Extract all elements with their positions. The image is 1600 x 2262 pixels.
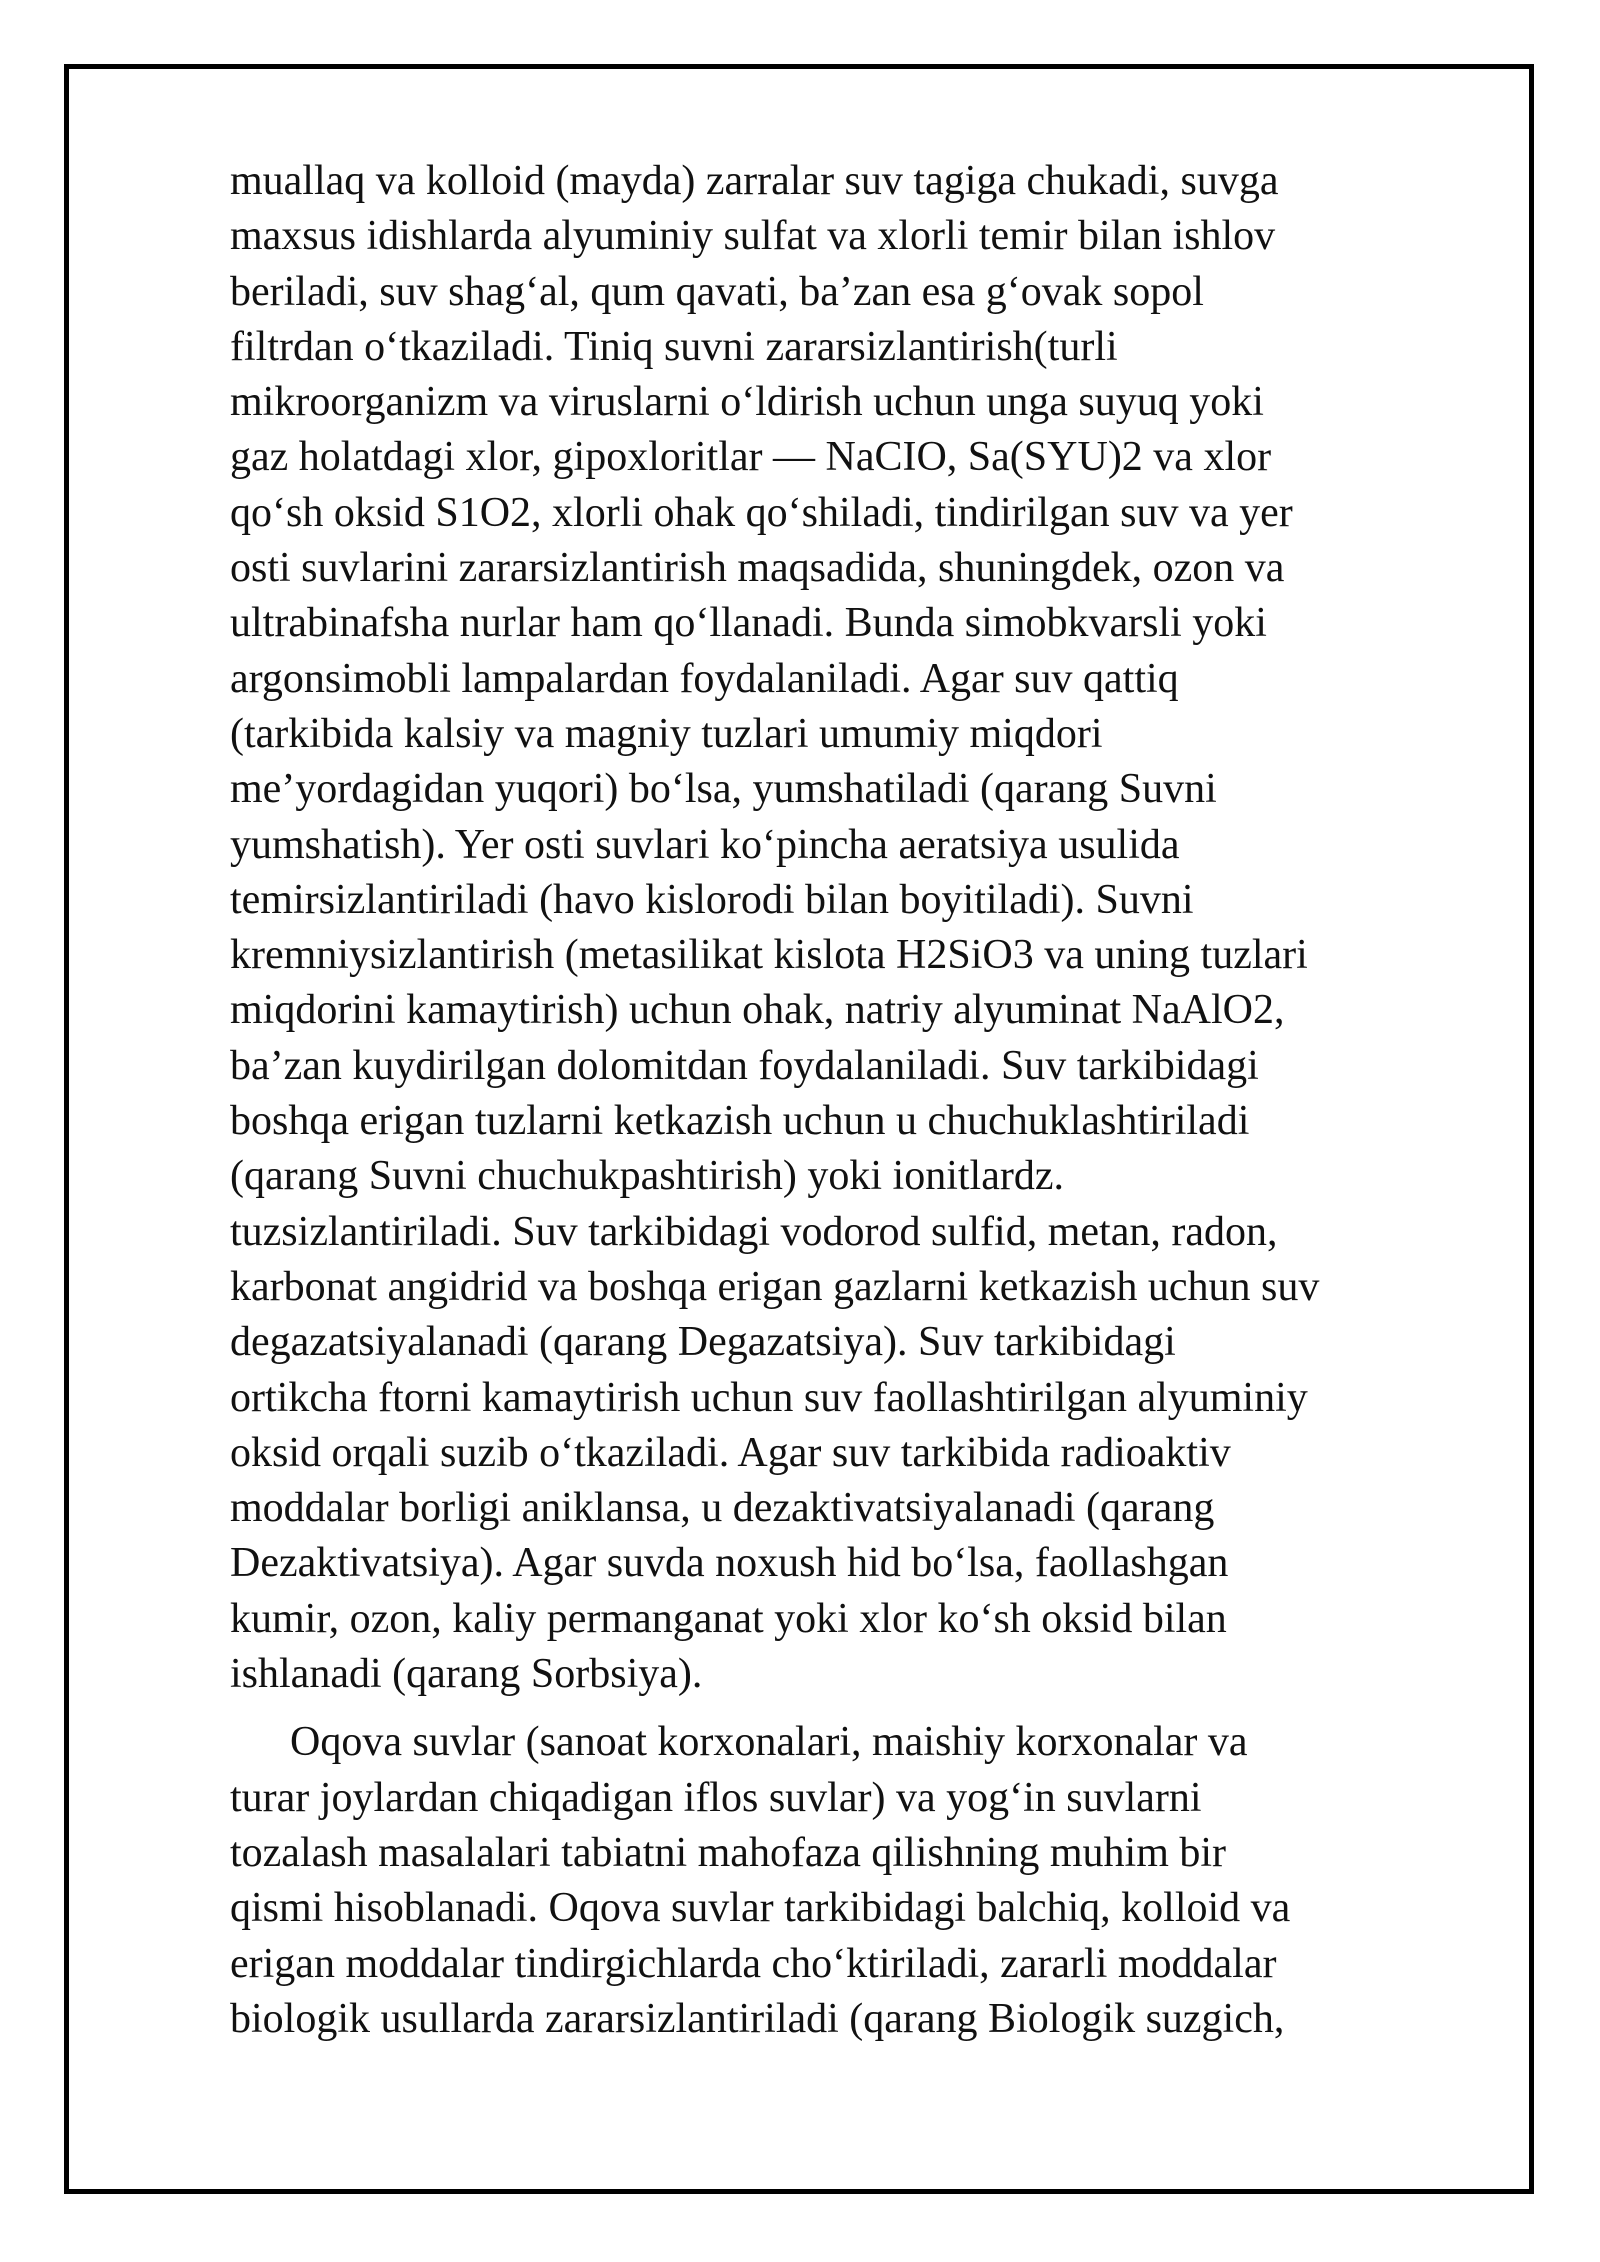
text-line: oksid orqali suzib o‘tkaziladi. Agar suv tarkibida radioaktiv bbox=[230, 1429, 1231, 1476]
text-line: biologik usullarda zararsizlantiriladi (qarang Biologik suzgich, bbox=[230, 1995, 1285, 2042]
paragraph-spacing bbox=[230, 1702, 1540, 1715]
text-line: erigan moddalar tindirgichlarda cho‘ktiriladi, zararli moddalar bbox=[230, 1940, 1277, 1987]
text-line: ishlanadi (qarang Sorbsiya). bbox=[230, 1651, 703, 1698]
text-line: karbonat angidrid va boshqa erigan gazlarni ketkazish uchun suv bbox=[230, 1263, 1320, 1310]
text-line: gaz holatdagi xlor, gipoxloritlar — NaCIO, Sa(SYU)2 va xlor bbox=[230, 434, 1272, 481]
text-line: ba’zan kuydirilgan dolomitdan foydalaniladi. Suv tarkibidagi bbox=[230, 1042, 1259, 1089]
text-line: beriladi, suv shag‘al, qum qavati, ba’zan esa g‘ovak sopol bbox=[230, 268, 1204, 315]
text-line: Dezaktivatsiya). Agar suvda noxush hid bo‘lsa, faollashgan bbox=[230, 1540, 1229, 1587]
text-line: (tarkibida kalsiy va magniy tuzlari umumiy miqdori bbox=[230, 710, 1103, 757]
text-line: osti suvlarini zararsizlantirish maqsadida, shuningdek, ozon va bbox=[230, 545, 1285, 592]
paragraph-water-treatment bbox=[230, 154, 1540, 1702]
text-line: (qarang Suvni chuchukpashtirish) yoki ionitlardz. bbox=[230, 1153, 1064, 1200]
text-line: temirsizlantiriladi (havo kislorodi bilan boyitiladi). Suvni bbox=[230, 876, 1194, 923]
text-line: yumshatish). Yer osti suvlari ko‘pincha aeratsiya usulida bbox=[230, 821, 1180, 868]
text-line-indented: Oqova suvlar (sanoat korxonalari, maishiy korxonalar va bbox=[290, 1719, 1248, 1766]
text-line: qo‘sh oksid S1O2, xlorli ohak qo‘shiladi, tindirilgan suv va yer bbox=[230, 489, 1293, 536]
text-line: kremniysizlantirish (metasilikat kislota H2SiO3 va uning tuzlari bbox=[230, 932, 1308, 979]
text-line: tuzsizlantiriladi. Suv tarkibidagi vodorod sulfid, metan, radon, bbox=[230, 1208, 1278, 1255]
text-line: boshqa erigan tuzlarni ketkazish uchun u chuchuklashtiriladi bbox=[230, 1098, 1250, 1145]
text-line: miqdorini kamaytirish) uchun ohak, natriy alyuminat NaAlO2, bbox=[230, 987, 1285, 1034]
text-line: filtrdan o‘tkaziladi. Tiniq suvni zararsizlantirish(turli bbox=[230, 323, 1118, 370]
text-line: ortikcha ftorni kamaytirish uchun suv faollashtirilgan alyuminiy bbox=[230, 1374, 1308, 1421]
paragraph-wastewater bbox=[230, 1715, 1540, 2047]
text-line: maxsus idishlarda alyuminiy sulfat va xlorli temir bilan ishlov bbox=[230, 213, 1276, 260]
text-line: mikroorganizm va viruslarni o‘ldirish uchun unga suyuq yoki bbox=[230, 379, 1264, 426]
text-line: muallaq va kolloid (mayda) zarralar suv tagiga chukadi, suvga bbox=[230, 158, 1279, 204]
text-line: turar joylardan chiqadigan iflos suvlar) va yog‘in suvlarni bbox=[230, 1774, 1202, 1821]
text-line: me’yordagidan yuqori) bo‘lsa, yumshatiladi (qarang Suvni bbox=[230, 766, 1217, 813]
text-line: argonsimobli lampalardan foydalaniladi. Agar suv qattiq bbox=[230, 655, 1179, 702]
text-line: kumir, ozon, kaliy permanganat yoki xlor ko‘sh oksid bilan bbox=[230, 1595, 1227, 1642]
text-line: degazatsiyalanadi (qarang Degazatsiya). Suv tarkibidagi bbox=[230, 1319, 1176, 1366]
text-line: ultrabinafsha nurlar ham qo‘llanadi. Bunda simobkvarsli yoki bbox=[230, 600, 1267, 647]
text-line: moddalar borligi aniklansa, u dezaktivatsiyalanadi (qarang bbox=[230, 1485, 1215, 1532]
text-line: tozalash masalalari tabiatni mahofaza qilishning muhim bir bbox=[230, 1829, 1227, 1876]
text-line: qismi hisoblanadi. Oqova suvlar tarkibidagi balchiq, kolloid va bbox=[230, 1885, 1291, 1932]
document-body bbox=[230, 154, 1540, 2047]
